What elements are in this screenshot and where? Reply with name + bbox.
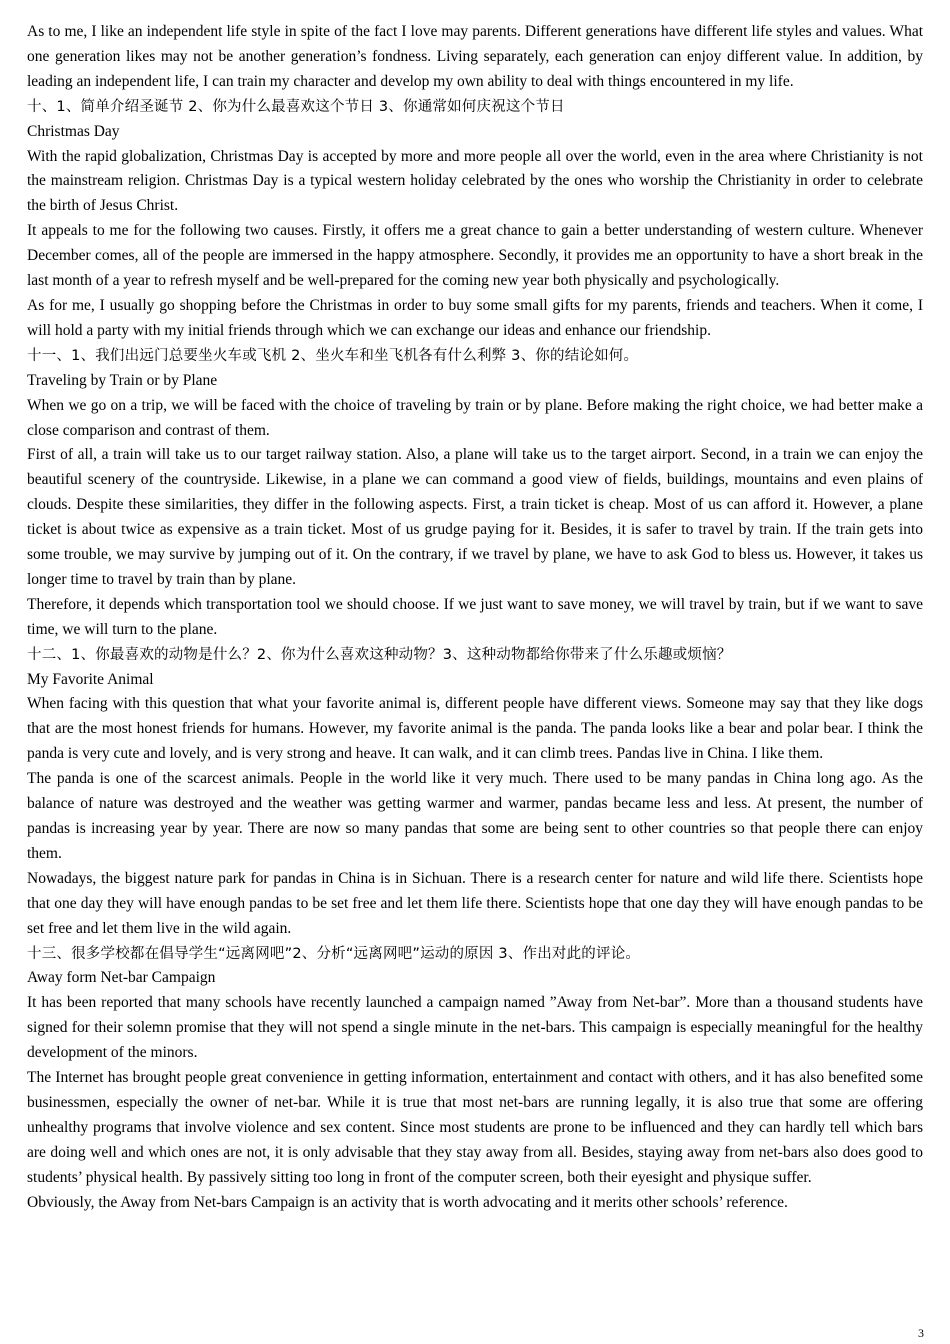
section-prompt: 十二、1、你最喜欢的动物是什么？2、你为什么喜欢这种动物？3、这种动物都给你带来了什么乐趣或烦恼？ [27, 646, 732, 663]
section-title: Traveling by Train or by Plane [27, 371, 218, 389]
paragraph: The panda is one of the scarcest animals. People in the world like it very much. There used to be many pandas in China long ago. As the balance of nature was destroyed and the weather was getting warmer and warmer, pandas became less and less. At present, the number of pandas is increasing year by year. There are now so many pandas that some are being sent to other countries so that people there can enjoy them. [27, 770, 923, 862]
section-title: Christmas Day [27, 122, 120, 140]
paragraph: It appeals to me for the following two causes. Firstly, it offers me a great chance to gain a better understanding of western culture. Whenever December comes, all of the people are immersed in the happy atmosphere. Secondly, it provides me an opportunity to have a short break in the last month of a year to refresh myself and be well-prepared for the coming new year both physically and psychologically. [27, 222, 923, 290]
paragraph: With the rapid globalization, Christmas Day is accepted by more and more people all over the world, even in the area where Christianity is not the mainstream religion. Christmas Day is a typical western holiday celebrated by the ones who worship the Christianity in order to celebrate the birth of Jesus Christ. [27, 147, 923, 215]
paragraph: Obviously, the Away from Net-bars Campaign is an activity that is worth advocating and it merits other schools’ reference. [27, 1193, 788, 1211]
paragraph: As for me, I usually go shopping before the Christmas in order to buy some small gifts for my parents, friends and teachers. When it come, I will hold a party with my initial friends through which we can exchange our ideas and enhance our friendship. [27, 296, 923, 339]
section-title: Away form Net-bar Campaign [27, 969, 216, 987]
page-number: 3 [918, 1326, 924, 1340]
paragraph: Therefore, it depends which transportation tool we should choose. If we just want to save money, we will travel by train, but if we want to save time, we will turn to the plane. [27, 595, 923, 638]
document-body [27, 20, 923, 1216]
paragraph: When facing with this question that what your favorite animal is, different people have different views. Someone may say that they like dogs that are the most honest friends for humans. However, my favorite animal is the panda. The panda looks like a bear and polar bear. I think the panda is very cute and lovely, and is very strong and heave. It can walk, and it can climb trees. Pandas live in China. I like them. [27, 695, 923, 763]
paragraph: It has been reported that many schools have recently launched a campaign named ”Away from Net-bar”. More than a thousand students have signed for their solemn promise that they will not spend a single minute in the net-bars. This campaign is especially meaningful for the healthy development of the minors. [27, 994, 923, 1062]
paragraph: When we go on a trip, we will be faced with the choice of traveling by train or by plane. Before making the right choice, we had better make a close comparison and contrast of them. [27, 396, 923, 439]
section-prompt: 十三、很多学校都在倡导学生“远离网吧”2、分析“远离网吧”运动的原因 3、作出对此的评论。 [27, 945, 641, 962]
section-prompt: 十、1、简单介绍圣诞节 2、你为什么最喜欢这个节日 3、你通常如何庆祝这个节日 [27, 98, 565, 115]
paragraph: Nowadays, the biggest nature park for pandas in China is in Sichuan. There is a research center for nature and wild life there. Scientists hope that one day they will have enough pandas to be set free and let them life there. Scientists hope that one day they will have enough pandas to be set free and let them live in the wild again. [27, 869, 923, 937]
intro-paragraph: As to me, I like an independent life style in spite of the fact I love may parents. Different generations have different life styles and values. What one generation likes may not be another generation’s fondness. Living separately, each generation can enjoy different value. In addition, by leading an independent life, I can train my character and develop my own ability to deal with things encountered in my life. [27, 23, 923, 90]
paragraph: The Internet has brought people great convenience in getting information, entertainment and contact with others, and it has also benefited some businessmen, especially the owner of net-bar. While it is true that most net-bars are running legally, it is also true that some are offering unhealthy programs that involve violence and sex content. Since most students are prone to be influenced and they can hardly tell which bars are doing well and which ones are not, it is only advisable that they stay away from all. Besides, staying away from net-bars also does good to students’ physical health. By passively sitting too long in front of the computer screen, both their eyesight and physique suffer. [27, 1069, 923, 1186]
section-prompt: 十一、1、我们出远门总要坐火车或飞机 2、坐火车和坐飞机各有什么利弊 3、你的结论如何。 [27, 347, 639, 364]
section-title: My Favorite Animal [27, 670, 154, 688]
paragraph: First of all, a train will take us to our target railway station. Also, a plane will take us to the target airport. Second, in a train we can enjoy the beautiful scenery of the countryside. Likewise, in a plane we can command a good view of fields, buildings, mountains and even plains of clouds. Despite these similarities, they differ in the following aspects. First, a train ticket is cheap. Most of us can afford it. However, a plane ticket is about twice as expensive as a train ticket. Most of us grudge paying for it. Besides, it is safer to travel by train. If the train gets into some trouble, we may survive by jumping out of it. On the contrary, if we travel by plane, we have to ask God to bless us. However, it takes us longer time to travel by train than by plane. [27, 446, 923, 588]
